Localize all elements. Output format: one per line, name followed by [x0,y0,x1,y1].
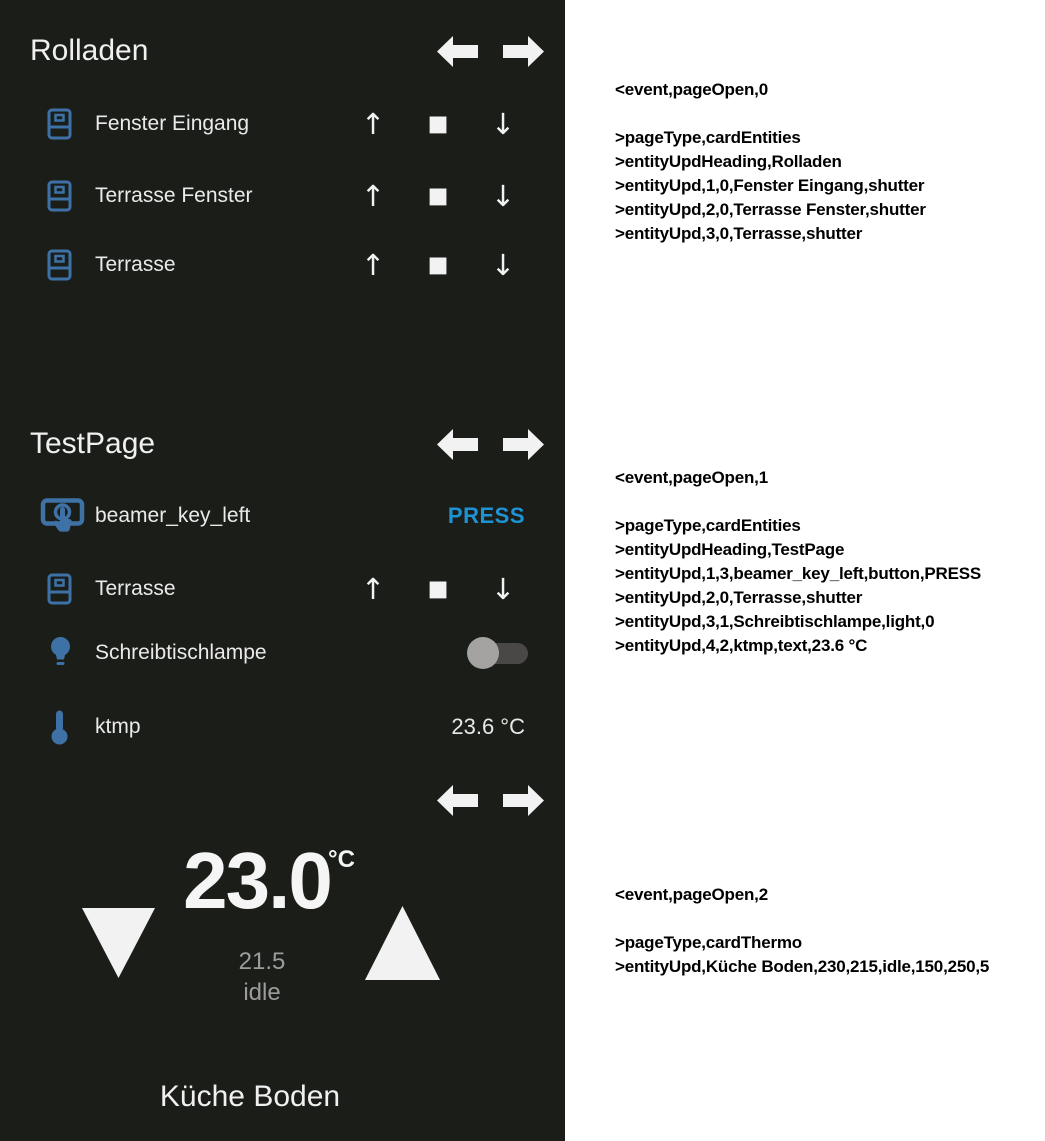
entity-row [0,161,565,231]
log-line: >entityUpd,1,0,Fenster Eingang,shutter [615,176,925,195]
block-arrow-left-icon [437,33,478,70]
entity-label: Terrasse Fenster [95,184,253,207]
window-shutter-icon [47,108,72,140]
log-line: >pageType,cardThermo [615,933,802,952]
entity-row [0,230,565,300]
entity-label: beamer_key_left [95,504,251,527]
page-next-button[interactable] [503,782,544,819]
log-line: >entityUpdHeading,Rolladen [615,152,842,171]
shutter-down-button[interactable]: ↓ [490,572,516,606]
shutter-stop-button[interactable]: ■ [427,252,449,278]
entity-row [0,481,565,551]
block-arrow-right-icon [503,426,544,463]
log-line: >entityUpd,1,3,beamer_key_left,button,PRESS [615,564,981,583]
block-arrow-left-icon [437,782,478,819]
log-line: >entityUpd,4,2,ktmp,text,23.6 °C [615,636,868,655]
log-line [615,490,1040,514]
current-temperature: 23.0 [183,836,331,925]
light-toggle-switch[interactable] [467,637,528,670]
page-prev-button[interactable] [437,426,478,463]
block-arrow-right-icon [503,782,544,819]
shutter-up-button[interactable]: ↑ [360,179,386,213]
page-title: TestPage [30,427,156,460]
target-temperature: 21.5 [238,948,286,975]
window-shutter-icon [47,573,72,605]
window-shutter-icon [47,249,72,281]
shutter-stop-button[interactable]: ■ [427,183,449,209]
log-line: >entityUpd,3,0,Terrasse,shutter [615,224,863,243]
block-arrow-left-icon [437,426,478,463]
log-block-page1 [615,466,1040,658]
log-line: <event,pageOpen,1 [615,468,768,487]
log-line: >entityUpd,Küche Boden,230,215,idle,150,250,5 [615,957,990,976]
log-line: >entityUpdHeading,TestPage [615,540,845,559]
shutter-down-button[interactable]: ↓ [490,179,516,213]
window-shutter-icon [47,180,72,212]
log-line: <event,pageOpen,2 [615,885,768,904]
shutter-up-button[interactable]: ↑ [360,248,386,282]
log-line [615,102,1040,126]
entity-label: Fenster Eingang [95,112,250,135]
shutter-stop-button[interactable]: ■ [427,111,449,137]
temperature-unit: °C [328,846,355,873]
shutter-stop-button[interactable]: ■ [427,576,449,602]
entity-label: Schreibtischlampe [95,641,267,664]
log-line [615,907,1040,931]
log-line: <event,pageOpen,0 [615,80,768,99]
hvac-state: idle [243,979,281,1006]
log-line: >entityUpd,2,0,Terrasse Fenster,shutter [615,200,926,219]
thermometer-icon [50,709,69,745]
gesture-tap-button-icon [40,495,85,538]
entity-row [0,554,565,624]
page-next-button[interactable] [503,426,544,463]
log-block-page2 [615,883,1040,979]
thermostat-name: Küche Boden [159,1080,341,1113]
entity-row [0,89,565,159]
shutter-down-button[interactable]: ↓ [490,248,516,282]
block-arrow-right-icon [503,33,544,70]
shutter-down-button[interactable]: ↓ [490,107,516,141]
page-title: Rolladen [30,34,149,67]
entity-row [0,692,565,762]
log-line: >pageType,cardEntities [615,516,801,535]
entity-label: Terrasse [95,577,176,600]
toggle-knob [467,637,499,669]
sensor-value: 23.6 °C [451,714,525,739]
press-button[interactable]: PRESS [447,503,525,528]
shutter-up-button[interactable]: ↑ [360,572,386,606]
shutter-up-button[interactable]: ↑ [360,107,386,141]
entity-label: ktmp [95,715,141,738]
log-line: >entityUpd,2,0,Terrasse,shutter [615,588,863,607]
page-prev-button[interactable] [437,33,478,70]
lightbulb-icon [47,636,74,671]
entity-label: Terrasse [95,253,176,276]
log-line: >entityUpd,3,1,Schreibtischlampe,light,0 [615,612,935,631]
page-prev-button[interactable] [437,782,478,819]
log-line: >pageType,cardEntities [615,128,801,147]
page-next-button[interactable] [503,33,544,70]
log-block-page0 [615,78,1040,246]
